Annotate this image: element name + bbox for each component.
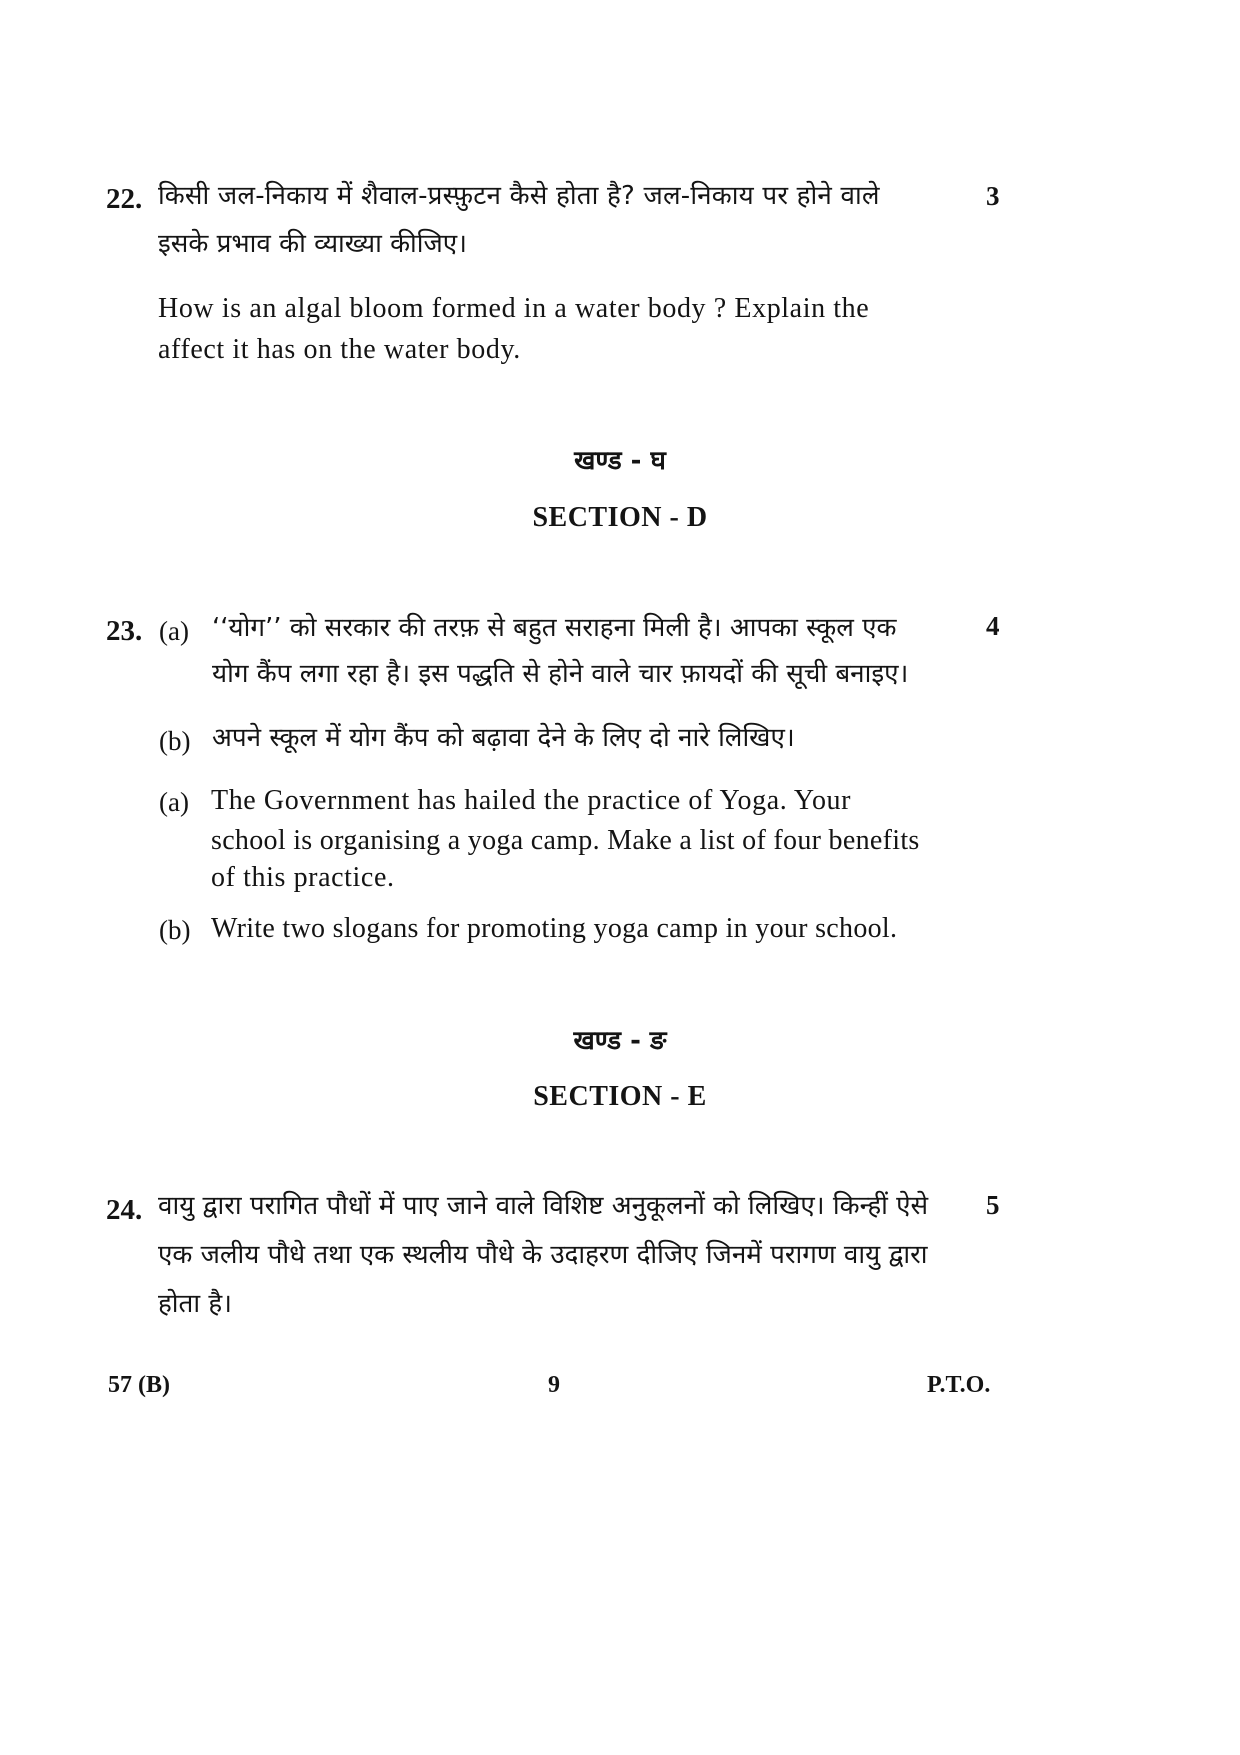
section-d-heading: SECTION - D xyxy=(532,502,708,533)
question-23-hindi-part-a-label: (a) xyxy=(159,616,189,646)
paper-code: 57 (B) xyxy=(108,1372,170,1398)
question-24-hindi-line3: होता है। xyxy=(158,1289,233,1319)
question-23-english-part-a-line2: school is organising a yoga camp. Make a list of four benefits xyxy=(211,825,920,856)
question-22-hindi-line1: किसी जल-निकाय में शैवाल-प्रस्फ़ुटन कैसे होता है? जल-निकाय पर होने वाले xyxy=(158,181,880,211)
question-23-english-part-a-line1: The Government has hailed the practice of Yoga. Your xyxy=(211,785,852,816)
section-e-heading: SECTION - E xyxy=(533,1081,707,1112)
question-22-english-line1: How is an algal bloom formed in a water body ? Explain the xyxy=(158,293,870,324)
question-24-number: 24. xyxy=(106,1194,143,1226)
question-22-number: 22. xyxy=(106,183,143,215)
question-24-hindi-line2: एक जलीय पौधे तथा एक स्थलीय पौधे के उदाहरण दीजिए जिनमें परागण वायु द्वारा xyxy=(158,1240,928,1270)
question-24-hindi-line1: वायु द्वारा परागित पौधों में पाए जाने वाले विशिष्ट अनुकूलनों को लिखिए। किन्हीं ऐसे xyxy=(158,1191,929,1221)
question-23-english-part-b-label: (b) xyxy=(159,915,191,945)
question-23-hindi-part-a-line2: योग कैंप लगा रहा है। इस पद्धति से होने वाले चार फ़ायदों की सूची बनाइए। xyxy=(212,659,909,689)
question-23-english-part-b: Write two slogans for promoting yoga camp in your school. xyxy=(211,913,898,944)
question-23-english-part-a-label: (a) xyxy=(159,787,189,817)
question-23-hindi-part-b-label: (b) xyxy=(159,726,191,756)
section-e-hindi-heading: खण्ड - ङ xyxy=(573,1026,667,1056)
page-number: 9 xyxy=(548,1372,560,1398)
question-22-hindi-line2: इसके प्रभाव की व्याख्या कीजिए। xyxy=(158,229,468,259)
section-d-hindi-heading: खण्ड - घ xyxy=(574,446,666,476)
question-23-hindi-part-a-line1: ‘‘योग’’ को सरकार की तरफ़ से बहुत सराहना मिली है। आपका स्कूल एक xyxy=(212,613,897,643)
question-24-marks: 5 xyxy=(986,1190,1000,1220)
question-22-english-line2: affect it has on the water body. xyxy=(158,334,521,365)
please-turn-over: P.T.O. xyxy=(927,1372,991,1398)
question-23-hindi-part-b: अपने स्कूल में योग कैंप को बढ़ावा देने के लिए दो नारे लिखिए। xyxy=(212,723,795,753)
question-23-number: 23. xyxy=(106,615,143,647)
question-23-marks: 4 xyxy=(986,611,1000,641)
question-23-english-part-a-line3: of this practice. xyxy=(211,862,395,893)
question-22-marks: 3 xyxy=(986,181,1000,211)
